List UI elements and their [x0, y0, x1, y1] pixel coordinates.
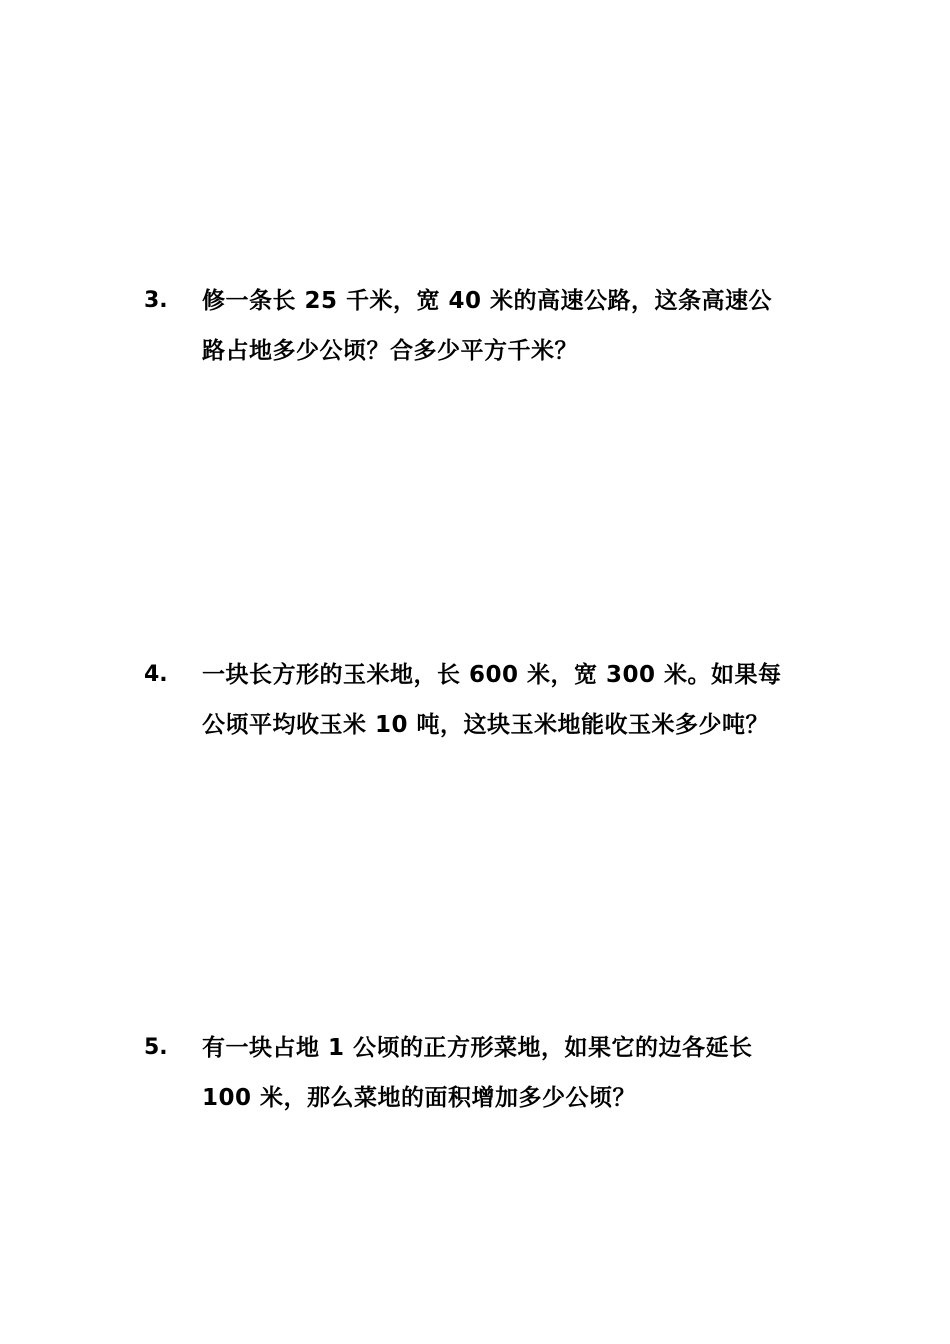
problem-line: 修一条长 25 千米，宽 40 米的高速公路，这条高速公	[202, 288, 773, 314]
problem-text	[202, 650, 814, 750]
problem-line: 有一块占地 1 公顷的正方形菜地，如果它的边各延长	[202, 1035, 753, 1061]
problem-number: 4.	[144, 662, 168, 687]
problem-line: 路占地多少公顷？合多少平方千米？	[202, 338, 578, 364]
problem-number: 3.	[144, 288, 168, 313]
problem-line: 100 米，那么菜地的面积增加多少公顷？	[202, 1085, 637, 1111]
problem-text	[202, 1023, 814, 1123]
problem-line: 公顷平均收玉米 10 吨，这块玉米地能收玉米多少吨？	[202, 712, 770, 738]
problem-number: 5.	[144, 1035, 168, 1060]
problem-line: 一块长方形的玉米地，长 600 米，宽 300 米。如果每	[202, 662, 782, 688]
problem-text	[202, 276, 814, 376]
